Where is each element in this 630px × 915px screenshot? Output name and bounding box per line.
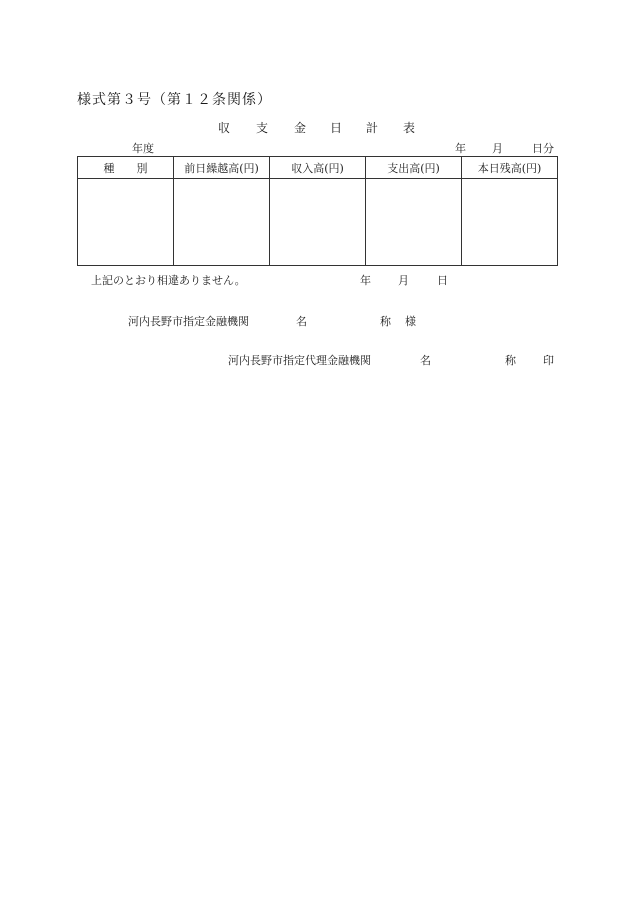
cell-income	[270, 179, 366, 266]
title-char: 金	[294, 121, 307, 135]
seal-mark: 印	[543, 354, 554, 367]
title-char: 支	[256, 121, 269, 135]
title-char: 計	[366, 121, 379, 135]
title-char: 収	[218, 121, 231, 135]
form-number: 様式第３号（第１２条関係）	[77, 92, 272, 108]
table-row	[78, 179, 558, 266]
title-char: 表	[403, 121, 416, 135]
date-year-label: 年	[455, 142, 466, 155]
cert-year-label: 年	[360, 274, 371, 287]
designated-bank-label: 河内長野市指定金融機関	[128, 315, 249, 328]
cert-day-label: 日	[437, 274, 448, 287]
header-category: 種 別	[78, 157, 174, 179]
designated-bank-name-char: 名	[296, 315, 307, 328]
ledger-table	[77, 156, 558, 266]
date-month-label: 月	[492, 142, 503, 155]
cell-carryover	[174, 179, 270, 266]
designated-bank-title-char: 称	[380, 315, 391, 328]
cert-month-label: 月	[398, 274, 409, 287]
fiscal-year-label: 年度	[132, 142, 154, 155]
header-expense: 支出高(円)	[366, 157, 462, 179]
cell-expense	[366, 179, 462, 266]
header-income: 収入高(円)	[270, 157, 366, 179]
certification-text: 上記のとおり相違ありません。	[91, 274, 246, 287]
cell-balance	[462, 179, 558, 266]
table-header-row	[78, 157, 558, 179]
header-carryover: 前日繰越高(円)	[174, 157, 270, 179]
agent-bank-name-char: 名	[420, 354, 431, 367]
designated-bank-honorific: 様	[405, 315, 416, 328]
agent-bank-label: 河内長野市指定代理金融機関	[228, 354, 371, 367]
agent-bank-title-char: 称	[505, 354, 516, 367]
title-char: 日	[330, 121, 343, 135]
header-balance: 本日残高(円)	[462, 157, 558, 179]
cell-category	[78, 179, 174, 266]
date-day-label: 日分	[532, 142, 554, 155]
